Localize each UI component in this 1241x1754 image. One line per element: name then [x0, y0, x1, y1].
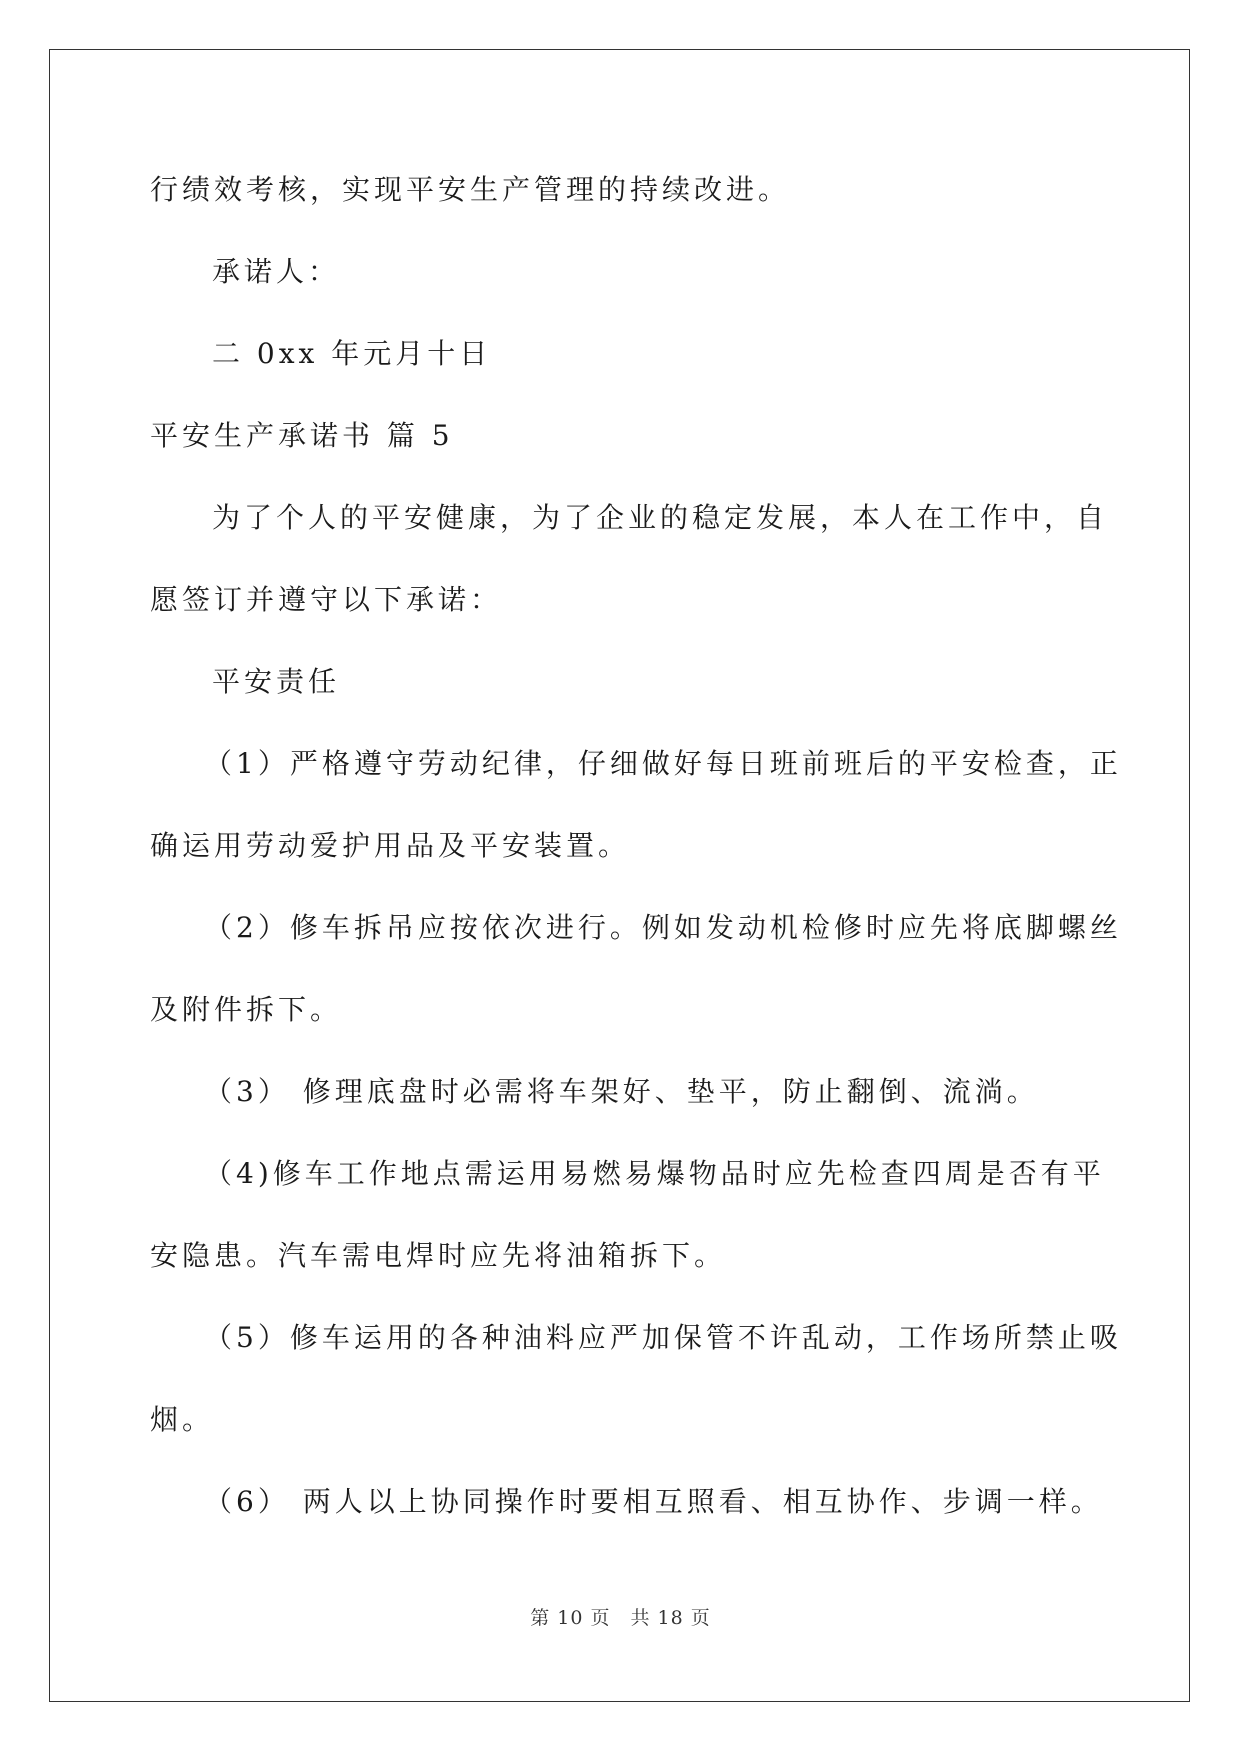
page-footer	[0, 1606, 1241, 1630]
paragraph-line: 愿签订并遵守以下承诺：	[150, 583, 503, 616]
date-line: 二 0xx 年元月十日	[212, 337, 492, 370]
list-item: （5）修车运用的各种油料应严加保管不许乱动，工作场所禁止吸	[204, 1321, 1122, 1354]
list-item: （2）修车拆吊应按依次进行。例如发动机检修时应先将底脚螺丝	[204, 911, 1122, 944]
list-item: （1）严格遵守劳动纪律，仔细做好每日班前班后的平安检查，正	[204, 747, 1122, 780]
subheading: 平安责任	[212, 665, 341, 698]
list-item: （4)修车工作地点需运用易燃易爆物品时应先检查四周是否有平	[204, 1157, 1105, 1190]
list-item-continuation: 烟。	[150, 1403, 215, 1436]
list-item-continuation: 确运用劳动爱护用品及平安装置。	[150, 829, 631, 862]
list-item: （6） 两人以上协同操作时要相互照看、相互协作、步调一样。	[204, 1485, 1103, 1518]
paragraph-line: 行绩效考核，实现平安生产管理的持续改进。	[150, 173, 791, 206]
paragraph-line: 为了个人的平安健康，为了企业的稳定发展，本人在工作中，自	[212, 501, 1109, 534]
list-item-continuation: 及附件拆下。	[150, 993, 343, 1026]
signatory-label: 承诺人：	[212, 255, 341, 288]
list-item-continuation: 安隐患。汽车需电焊时应先将油箱拆下。	[150, 1239, 727, 1272]
page-border	[49, 49, 1190, 1702]
page-total: 共 18 页	[630, 1607, 711, 1629]
list-item: （3） 修理底盘时必需将车架好、垫平，防止翻倒、流淌。	[204, 1075, 1039, 1108]
section-heading: 平安生产承诺书 篇 5	[150, 419, 454, 452]
page-number: 第 10 页	[530, 1607, 611, 1629]
